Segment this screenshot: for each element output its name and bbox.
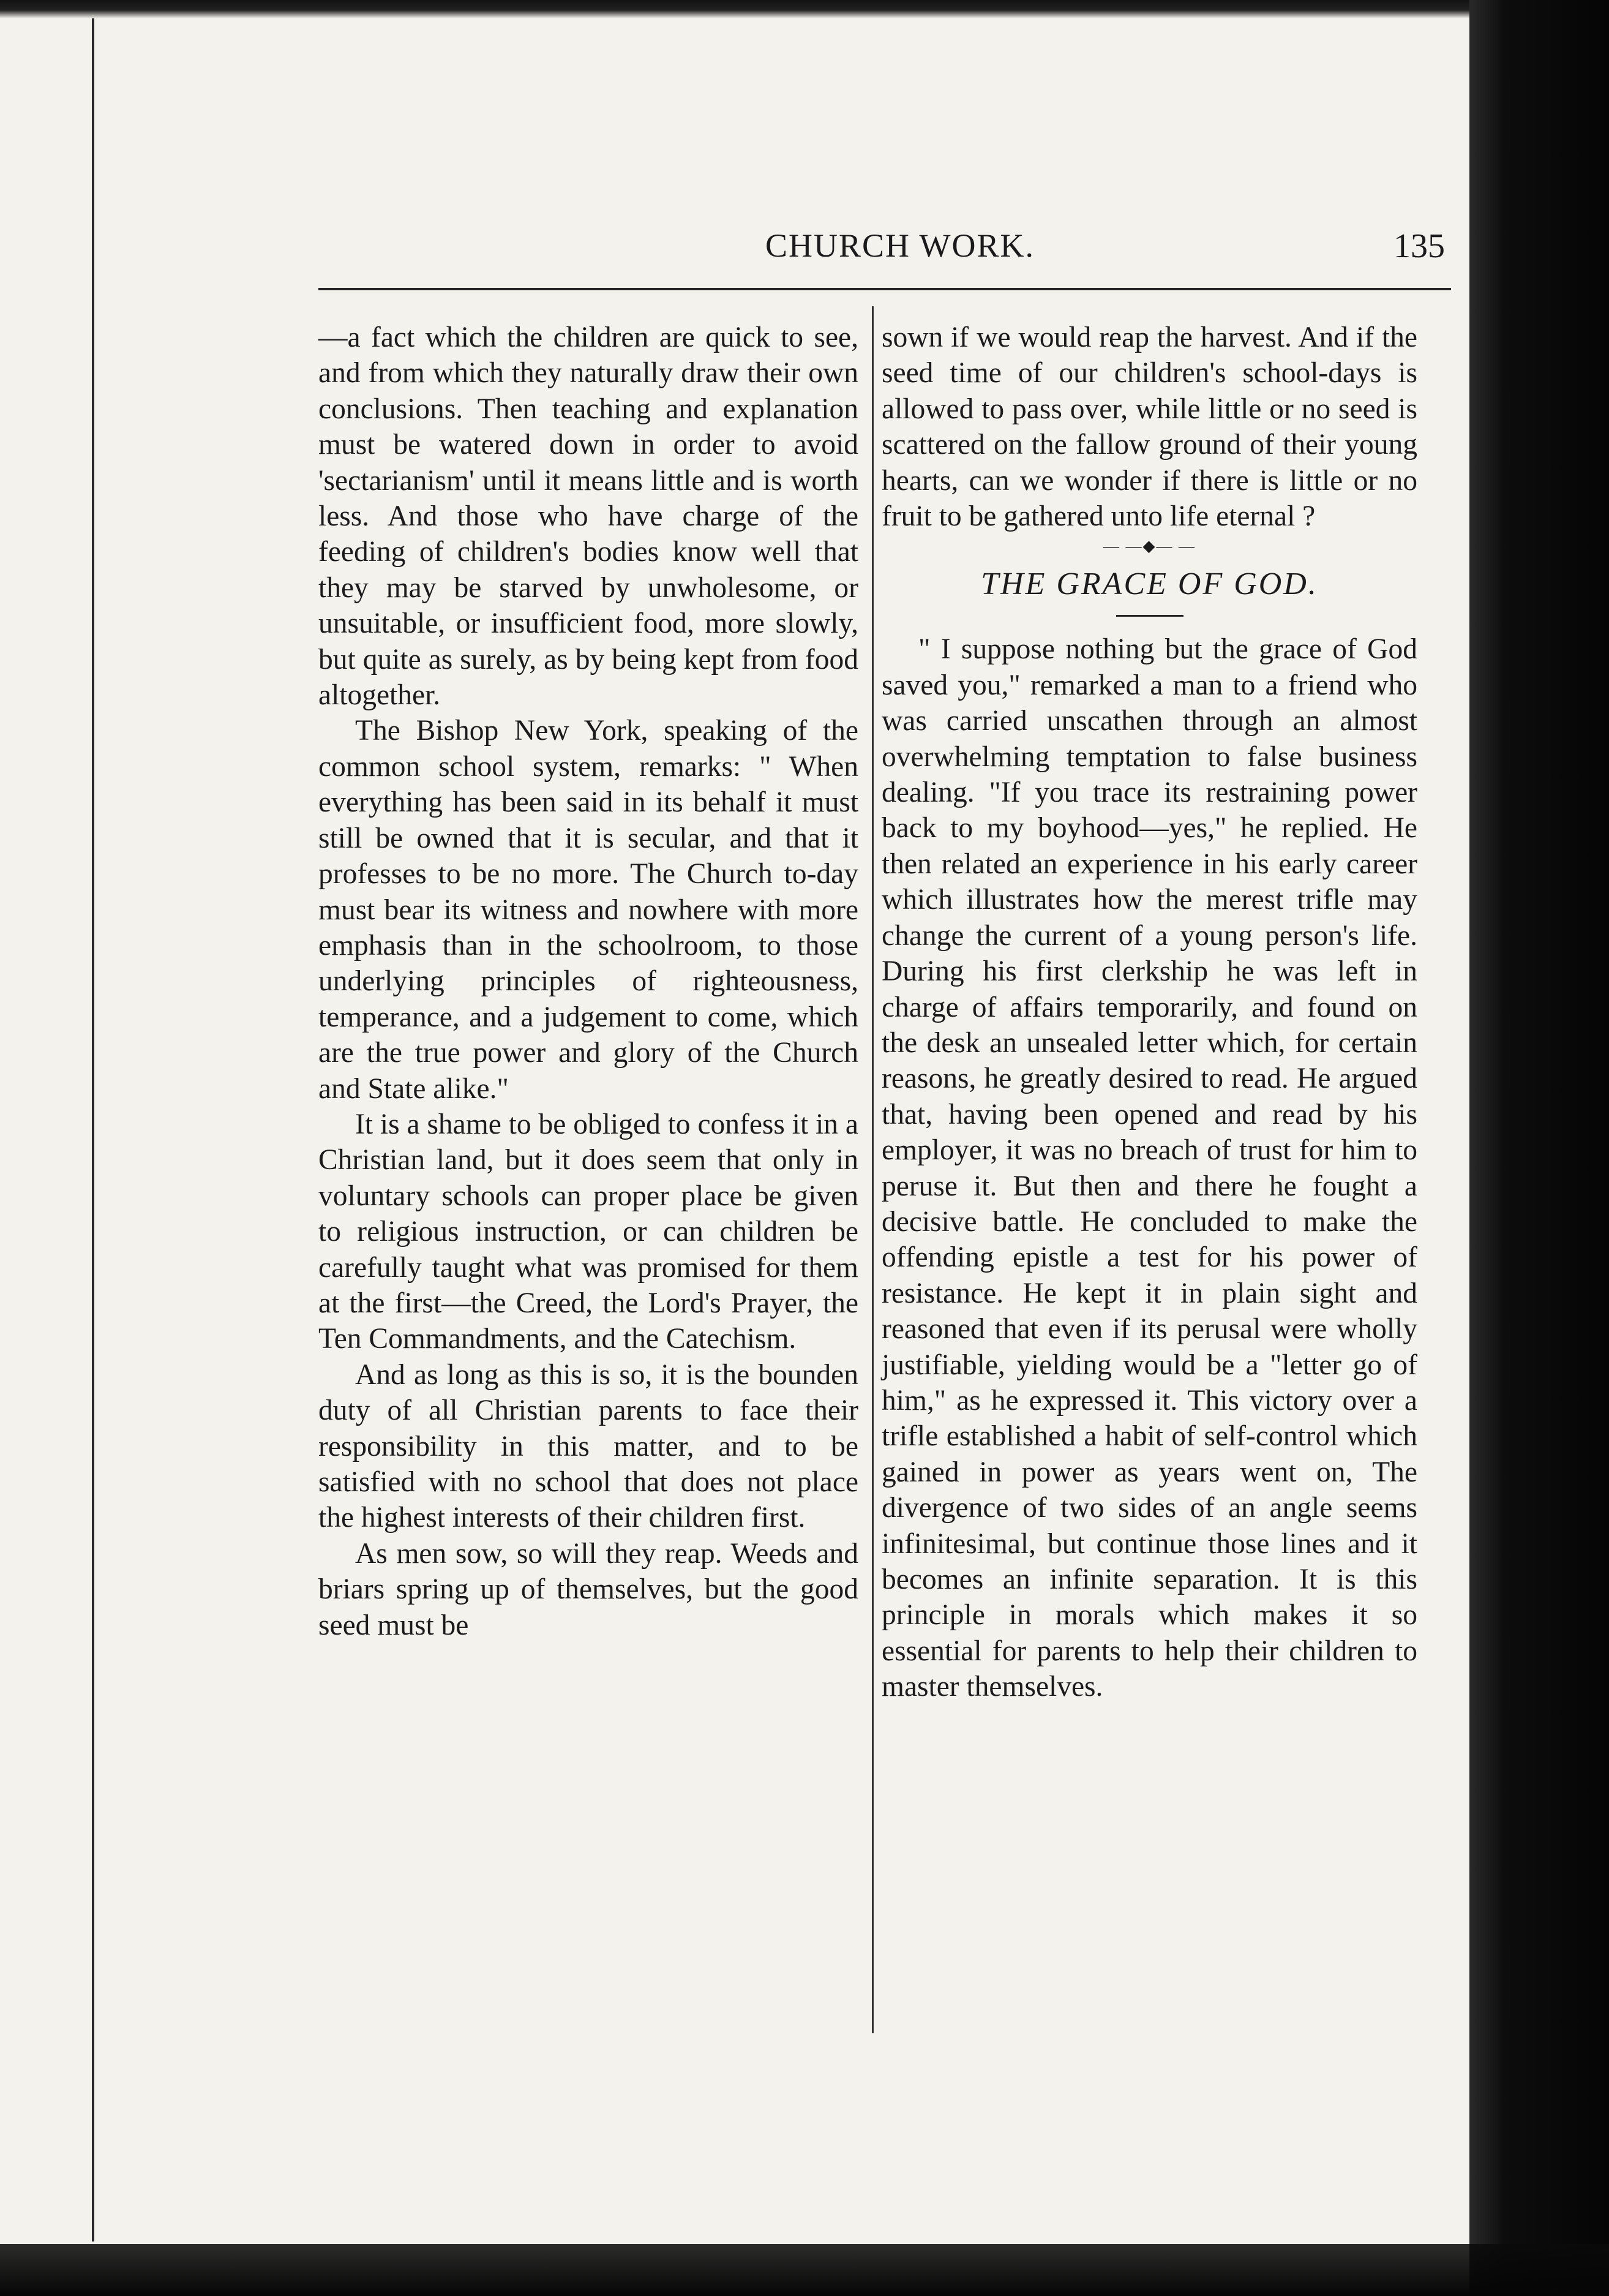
paragraph-continuation: —a fact which the children are quick to see, and from which they naturally draw their own conclusions. Then teaching and explanation must be watered down in order to avoid 'sectarianism' until it means little and is worth less. And those who have charge of the feeding of children's bodies know well that they may be starved by unwholesome, or unsuitable, or insufficient food, more slowly, but quite as surely, as by being kept from food altogether. xyxy=(318,322,858,712)
paragraph-voluntary-schools: It is a shame to be obliged to confess it in a Christian land, but it does seem that only in voluntary schools can proper place be given to religious instruction, or can children be carefully taught what was promised for them at the first—the Creed, the Lord's Prayer, the Ten Commandments, and the Catechism. xyxy=(318,1108,858,1355)
heading-rule xyxy=(1116,615,1183,617)
paragraph-bishop-quote: The Bishop New York, speaking of the common school system, remarks: " When everything has been said in its behalf it must still be owned that it is secular, and that it professes to be no more. The Church to-day must bear its witness and nowhere with more emphasis than in the schoolroom, to those underlying principles of righteousness, temperance, and a judgement to come, which are the true power and glory of the Church and State alike." xyxy=(318,715,858,1105)
right-column xyxy=(882,320,1417,1705)
scan-right-edge xyxy=(1469,0,1609,2296)
paragraph-parents-duty: And as long as this is so, it is the bounden duty of all Christian parents to face their responsibility in this matter, and to be satisfied with no school that does not place the highest interests of their children first. xyxy=(318,1358,858,1534)
page-left-margin-rule xyxy=(92,18,94,2241)
column-divider xyxy=(872,306,874,2033)
paragraph-grace-of-god: " I suppose nothing but the grace of God saved you," remarked a man to a friend who was carried unscathen through an almost overwhelming temptation to false business dealing. "If you trace its restraining power back to my boyhood—yes," he replied. He then related an experience in his early career which illustrates how the merest trifle may change the current of a young person's life. During his first clerkship he was left in charge of affairs temporarily, and found on the desk an unsealed letter which, for certain reasons, he greatly desired to read. He argued that, having been opened and read by his employer, it was no breach of trust for him to peruse it. But then and there he fought a decisive battle. He concluded to make the offending epistle a test for his power of resistance. He kept it in plain sight and reasoned that even if its perusal were wholly justifiable, yielding would be a "letter go of him," as he expressed it. This victory over a trifle established a habit of self-control which gained in power as years went on, The divergence of two sides of an angle seems infinitesimal, but continue those lines and it becomes an infinite separation. It is this principle in morals which makes it so essential for parents to help their children to master themselves. xyxy=(882,633,1417,1703)
page-header xyxy=(318,227,1451,282)
section-heading: THE GRACE OF GOD. xyxy=(981,566,1318,602)
paragraph-sow-reap: As men sow, so will they reap. Weeds and briars spring up of themselves, but the good seed must be xyxy=(318,1537,858,1641)
scan-top-edge xyxy=(0,0,1609,18)
section-ornament: — —◆— — xyxy=(1103,537,1196,555)
paragraph-harvest-continuation: sown if we would reap the harvest. And if the seed time of our children's school-days is allowed to pass over, while little or no seed is scattered on the fallow ground of their young hearts, can we wonder if there is little or no fruit to be gathered unto life eternal ? xyxy=(882,322,1417,533)
header-rule xyxy=(318,288,1451,290)
page-number: 135 xyxy=(1393,227,1445,265)
scan-bottom-edge xyxy=(0,2244,1609,2296)
running-title: CHURCH WORK. xyxy=(765,227,1035,264)
left-column xyxy=(318,320,858,1643)
